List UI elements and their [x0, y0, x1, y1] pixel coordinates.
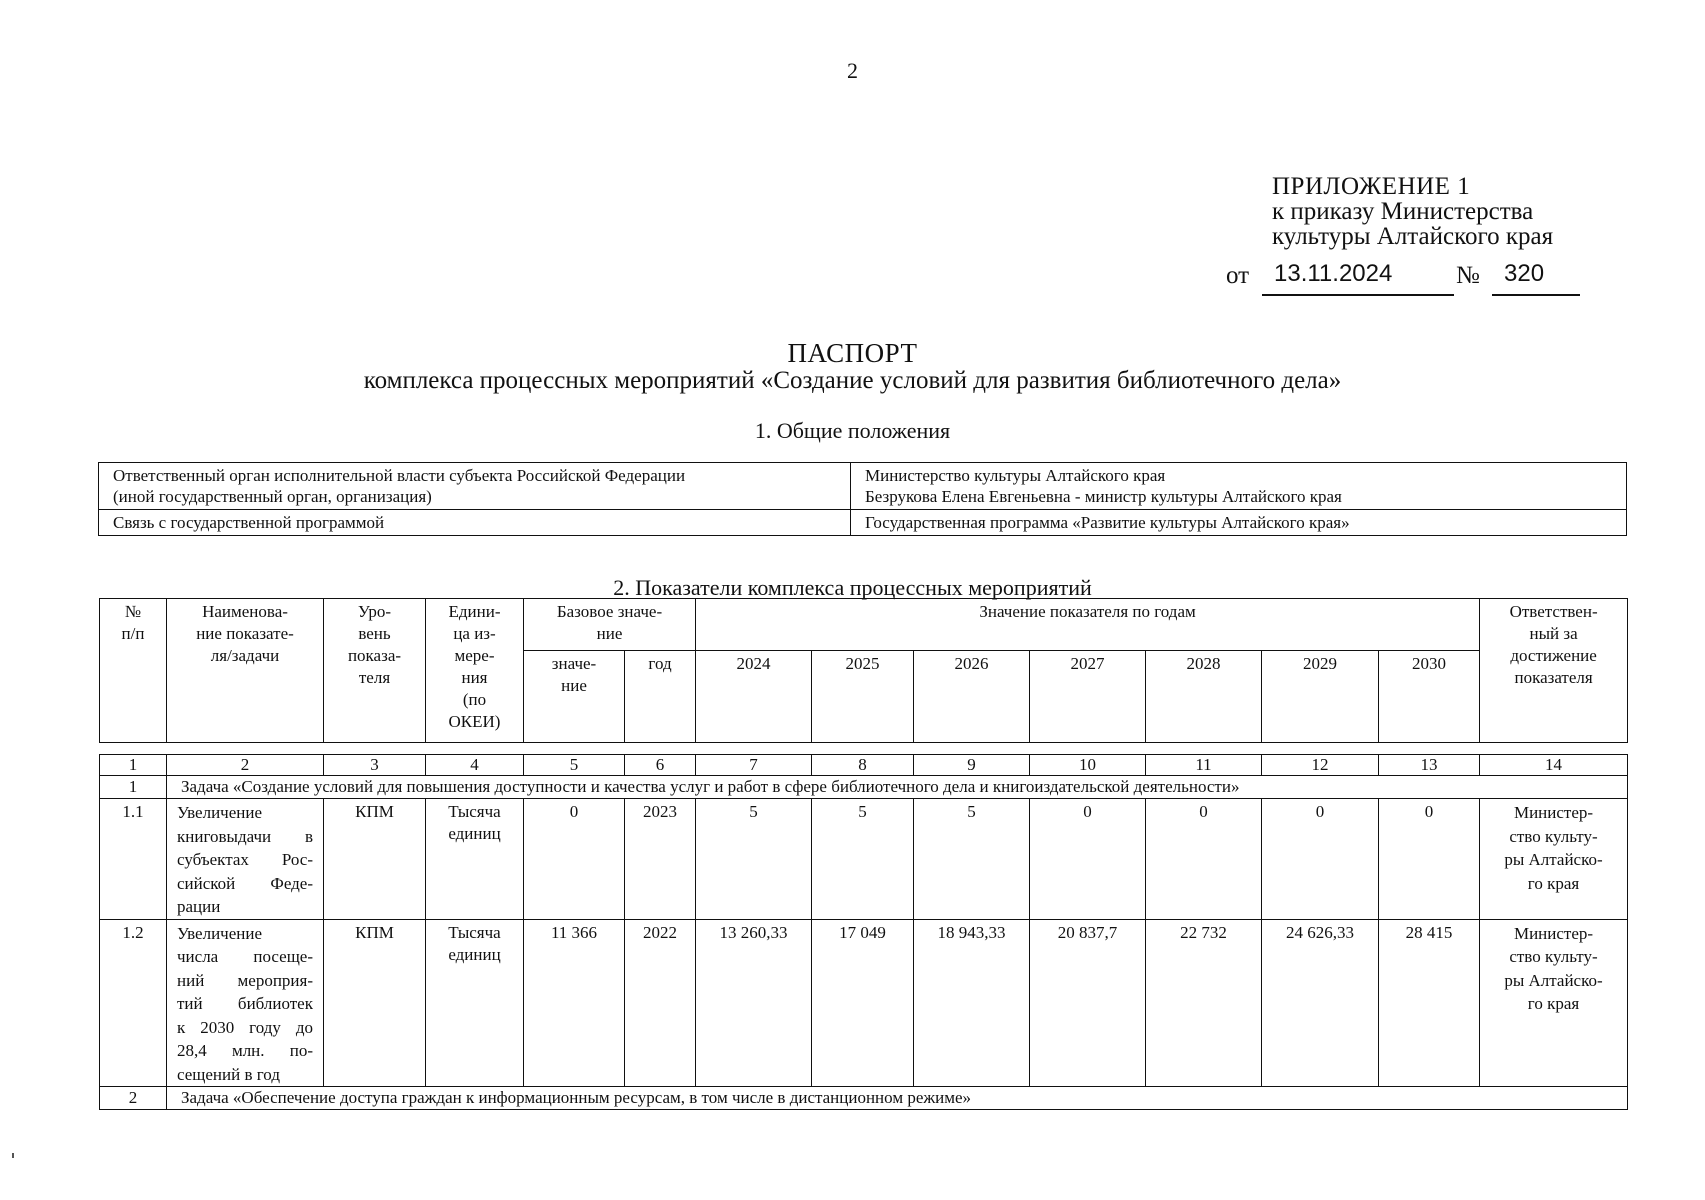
indicator-base-value: 11 366: [524, 919, 625, 1087]
header-year-2030: 2030: [1379, 651, 1480, 743]
header-text: Базовое значе-: [556, 602, 663, 621]
indicator-name: [167, 799, 324, 920]
header-text: Значение показателя по годам: [979, 602, 1196, 621]
cell-text: сещений в год: [177, 1064, 280, 1084]
cell-text: Министер-: [1513, 803, 1594, 822]
table-cell-value: [851, 510, 1627, 536]
header-text: мере-: [454, 646, 495, 665]
cell-text: ры Алтайско-: [1504, 850, 1603, 869]
header-text: ца из-: [453, 624, 496, 643]
header-text: ние: [561, 676, 587, 695]
header-text: ный за: [1529, 624, 1578, 643]
cell-text: единиц: [448, 824, 501, 843]
header-text: вень: [358, 624, 391, 643]
indicators-body-table: [99, 754, 1628, 1110]
indicator-level: КПМ: [324, 799, 426, 920]
header-responsible: [1480, 599, 1628, 743]
header-year-2024: 2024: [696, 651, 812, 743]
order-number-label: №: [1456, 262, 1480, 289]
cell-text: Увеличение: [177, 803, 263, 822]
indicator-base-year: 2023: [625, 799, 696, 920]
indicator-responsible: [1480, 799, 1628, 920]
indicator-value-2028: 0: [1146, 799, 1262, 920]
cell-text: Безрукова Елена Евгеньевна - министр культуры Алтайского края: [865, 487, 1342, 506]
task-row: [100, 776, 1628, 799]
table-cell-value: [851, 463, 1627, 510]
cell-text: (иной государственный орган, организация): [113, 487, 432, 506]
indicator-value-2025: 5: [812, 799, 914, 920]
header-base: [524, 599, 696, 651]
column-number: 5: [524, 755, 625, 776]
cell-text: ство культу-: [1509, 826, 1598, 846]
cell-text: Министер-: [1513, 923, 1594, 943]
cell-text: сийской Феде-: [177, 873, 313, 893]
section-1-heading: 1. Общие положения: [754, 418, 951, 443]
column-number: 10: [1030, 755, 1146, 776]
column-number: 7: [696, 755, 812, 776]
indicator-responsible: [1480, 919, 1628, 1087]
header-text: ля/задачи: [210, 646, 280, 665]
column-number: 9: [914, 755, 1030, 776]
appendix-title: ПРИЛОЖЕНИЕ 1: [1272, 173, 1471, 200]
header-text: теля: [358, 668, 391, 687]
header-text: ние: [596, 624, 623, 643]
indicator-number: 1.1: [100, 799, 167, 920]
column-number: 4: [426, 755, 524, 776]
header-text: (по: [462, 690, 487, 709]
column-number: 2: [167, 755, 324, 776]
indicator-number: 1.2: [100, 919, 167, 1087]
cell-text: го края: [1527, 994, 1580, 1013]
header-year-2026: 2026: [914, 651, 1030, 743]
header-text: значе-: [551, 654, 597, 673]
task-row: [100, 1087, 1628, 1110]
header-num: [100, 599, 167, 743]
cell-text: книговыдачи в: [177, 826, 313, 846]
header-year-2027: 2027: [1030, 651, 1146, 743]
table-row: [99, 463, 1627, 510]
column-number: 8: [812, 755, 914, 776]
column-number: 6: [625, 755, 696, 776]
header-text: ние показате-: [196, 624, 294, 643]
header-row: [100, 599, 1628, 651]
task-text: Задача «Обеспечение доступа граждан к информационным ресурсам, в том числе в дистанционном режиме»: [167, 1087, 1628, 1110]
document-title: ПАСПОРТ: [787, 338, 918, 368]
cell-text: го края: [1527, 873, 1580, 893]
header-text: ОКЕИ): [448, 712, 501, 731]
cell-text: Связь с государственной программой: [113, 513, 385, 532]
page-number: 2: [847, 58, 858, 83]
header-base-year: год: [625, 651, 696, 743]
scan-mark: [12, 1153, 14, 1158]
cell-text: тий библиотек: [177, 994, 313, 1013]
header-year-2028: 2028: [1146, 651, 1262, 743]
cell-text: Тысяча: [448, 802, 501, 821]
header-text: Наименова-: [202, 602, 288, 621]
table-cell-label: [99, 510, 851, 536]
indicator-value-2029: 24 626,33: [1262, 919, 1379, 1087]
cell-text: рации: [177, 897, 221, 916]
cell-text: ры Алтайско-: [1504, 970, 1603, 990]
appendix-block: [1272, 174, 1553, 249]
indicator-name: [167, 919, 324, 1087]
header-text: Уро-: [357, 602, 392, 621]
header-base-value: [524, 651, 625, 743]
indicator-level: КПМ: [324, 919, 426, 1087]
header-text: показа-: [347, 646, 402, 665]
cell-text: субъектах Рос-: [177, 850, 313, 869]
header-text: ния: [461, 668, 488, 687]
header-text: п/п: [121, 624, 145, 643]
table-row: [100, 919, 1628, 1087]
header-text: №: [124, 602, 142, 621]
indicator-value-2026: 5: [914, 799, 1030, 920]
indicator-value-2026: 18 943,33: [914, 919, 1030, 1087]
section-2-heading: 2. Показатели комплекса процессных мероприятий: [613, 575, 1092, 600]
indicator-value-2024: 5: [696, 799, 812, 920]
cell-text: Тысяча: [448, 922, 501, 942]
indicator-unit: [426, 799, 524, 920]
column-number: 14: [1480, 755, 1628, 776]
header-text: показателя: [1514, 668, 1593, 687]
cell-text: числа посеще-: [177, 947, 313, 966]
header-year-2029: 2029: [1262, 651, 1379, 743]
header-unit: [426, 599, 524, 743]
order-date: 13.11.2024: [1262, 260, 1454, 296]
cell-text: ний мероприя-: [177, 970, 313, 990]
cell-text: Увеличение: [177, 923, 263, 943]
general-provisions-table: [98, 462, 1627, 536]
table-row: [100, 799, 1628, 920]
column-number: 12: [1262, 755, 1379, 776]
table-cell-label: [99, 463, 851, 510]
header-text: достижение: [1510, 646, 1597, 665]
header-text: Едини-: [448, 602, 501, 621]
indicator-value-2030: 0: [1379, 799, 1480, 920]
header-text: Ответствен-: [1509, 602, 1598, 621]
task-text: Задача «Создание условий для повышения доступности и качества услуг и работ в сфере библиотечного дела и книгоиздательской деятельности»: [167, 776, 1628, 799]
column-number: 11: [1146, 755, 1262, 776]
header-level: [324, 599, 426, 743]
cell-text: Государственная программа «Развитие культуры Алтайского края»: [865, 513, 1350, 532]
table-row: [99, 510, 1627, 536]
column-number: 1: [100, 755, 167, 776]
indicator-base-value: 0: [524, 799, 625, 920]
indicator-unit: [426, 919, 524, 1087]
indicator-value-2027: 20 837,7: [1030, 919, 1146, 1087]
indicator-value-2027: 0: [1030, 799, 1146, 920]
indicator-value-2028: 22 732: [1146, 919, 1262, 1087]
document-subtitle: комплекса процессных мероприятий «Создание условий для развития библиотечного дела»: [363, 367, 1342, 394]
column-numbers-row: [100, 755, 1628, 776]
cell-text: к 2030 году до: [177, 1017, 313, 1037]
order-number: 320: [1492, 260, 1580, 296]
header-values-by-year: [696, 599, 1480, 651]
indicator-value-2024: 13 260,33: [696, 919, 812, 1087]
header-year-2025: 2025: [812, 651, 914, 743]
cell-text: Министерство культуры Алтайского края: [865, 466, 1166, 485]
cell-text: Ответственный орган исполнительной власти субъекта Российской Федерации: [113, 466, 686, 485]
indicator-value-2030: 28 415: [1379, 919, 1480, 1087]
indicator-value-2025: 17 049: [812, 919, 914, 1087]
task-number: 2: [100, 1087, 167, 1110]
header-name: [167, 599, 324, 743]
indicators-header-table: [99, 598, 1628, 743]
column-number: 3: [324, 755, 426, 776]
indicator-base-year: 2022: [625, 919, 696, 1087]
task-number: 1: [100, 776, 167, 799]
cell-text: единиц: [448, 944, 501, 964]
cell-text: 28,4 млн. по-: [177, 1041, 313, 1060]
column-number: 13: [1379, 755, 1480, 776]
indicator-value-2029: 0: [1262, 799, 1379, 920]
appendix-line-1: к приказу Министерства: [1272, 198, 1534, 225]
cell-text: ство культу-: [1509, 947, 1598, 966]
appendix-line-2: культуры Алтайского края: [1272, 223, 1554, 250]
order-from-label: от: [1226, 262, 1250, 289]
